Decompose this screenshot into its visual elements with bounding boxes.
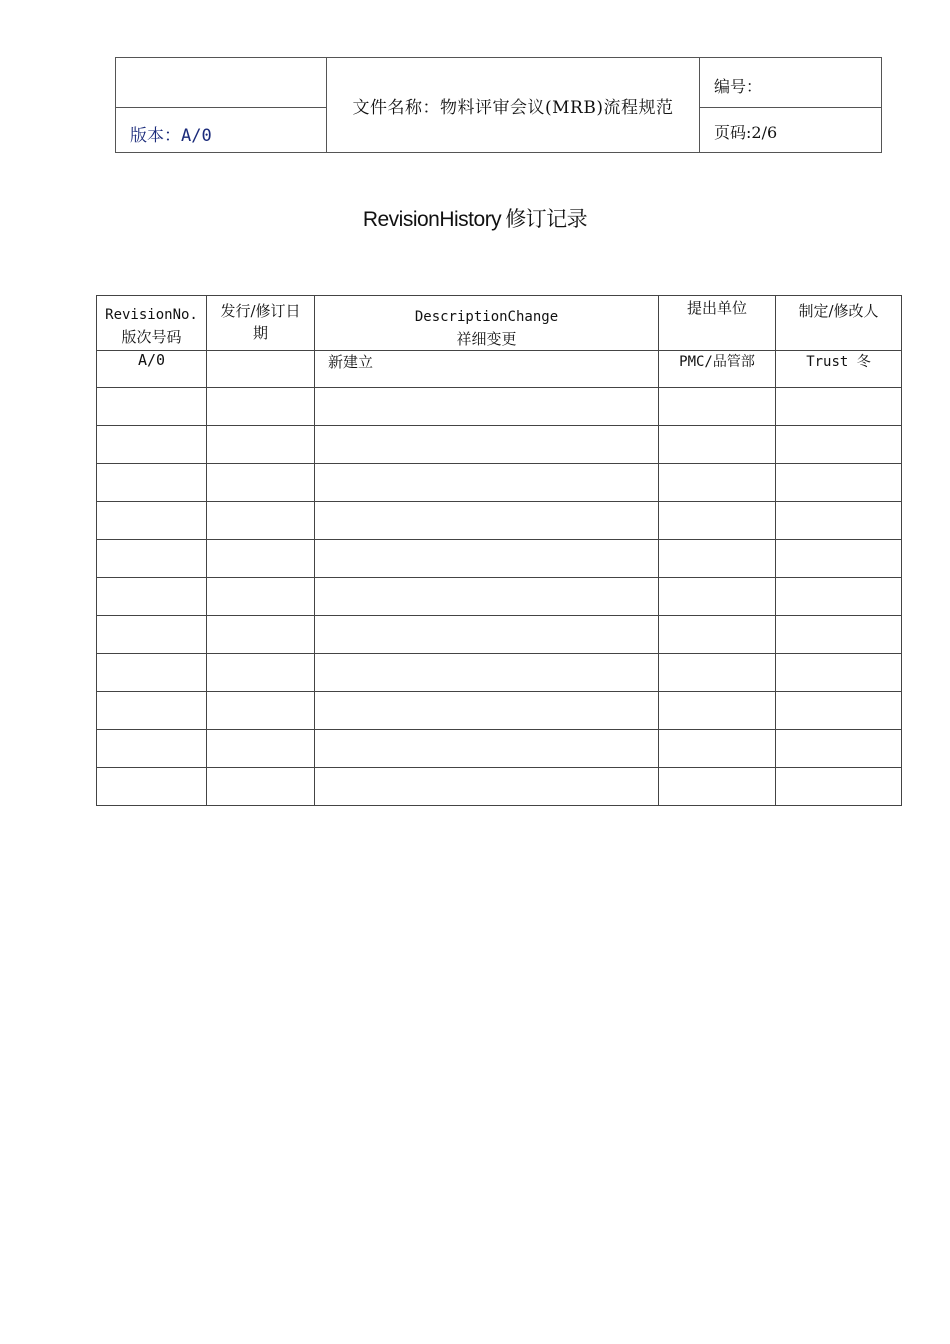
cell-author-text: Trust 冬 (806, 354, 871, 370)
col-header-line1: 发行/修订日 (220, 302, 301, 320)
table-cell (659, 730, 776, 768)
table-row (97, 426, 902, 464)
table-cell (315, 426, 659, 464)
table-cell (97, 578, 207, 616)
table-row (97, 388, 902, 426)
section-title-en: RevisionHistory (362, 208, 502, 231)
table-cell (776, 464, 902, 502)
table-cell (776, 730, 902, 768)
table-cell (776, 540, 902, 578)
col-header-line1: RevisionNo. (105, 307, 198, 323)
table-cell (776, 768, 902, 806)
version-label: 版本：A/0 (130, 126, 212, 146)
table-cell (207, 730, 315, 768)
table-cell (659, 540, 776, 578)
cell-date (207, 351, 315, 388)
table-cell (659, 502, 776, 540)
cell-department-text: PMC/品管部 (679, 354, 755, 370)
table-cell (776, 578, 902, 616)
table-row (97, 730, 902, 768)
table-cell (97, 464, 207, 502)
section-title-zh: 修订记录 (505, 207, 588, 231)
col-header-line2: 版次号码 (121, 328, 182, 346)
table-cell (659, 692, 776, 730)
table-cell (659, 426, 776, 464)
table-cell (315, 388, 659, 426)
table-cell (659, 654, 776, 692)
col-header-line1: 提出单位 (686, 299, 747, 317)
table-row (97, 616, 902, 654)
table-cell (659, 578, 776, 616)
table-row (97, 464, 902, 502)
table-cell (315, 730, 659, 768)
table-cell (97, 540, 207, 578)
revision-history-table (96, 295, 902, 806)
table-cell (207, 426, 315, 464)
table-cell (97, 426, 207, 464)
table-cell (207, 502, 315, 540)
table-cell (659, 768, 776, 806)
table-cell (315, 616, 659, 654)
table-cell (659, 388, 776, 426)
cell-department (659, 351, 776, 388)
table-cell (659, 464, 776, 502)
col-header-department (659, 296, 776, 351)
table-cell (776, 692, 902, 730)
table-row (97, 692, 902, 730)
col-header-line1: 制定/修改人 (798, 302, 879, 320)
table-cell (97, 654, 207, 692)
col-header-date (207, 296, 315, 351)
col-header-line2: 期 (252, 324, 268, 342)
document-header (115, 57, 882, 153)
table-row (97, 540, 902, 578)
table-cell (97, 692, 207, 730)
header-blank-cell (116, 58, 327, 108)
table-cell (97, 388, 207, 426)
cell-description: 新建立 (315, 351, 659, 388)
table-cell (776, 616, 902, 654)
col-header-description (315, 296, 659, 351)
table-cell (776, 654, 902, 692)
table-cell (315, 502, 659, 540)
col-header-line1: DescriptionChange (414, 309, 559, 325)
cell-revision-no: A/0 (97, 351, 207, 388)
table-cell (207, 768, 315, 806)
table-cell (97, 768, 207, 806)
document-title: 文件名称：物料评审会议(MRB)流程规范 (327, 58, 700, 152)
header-version-cell (116, 108, 327, 152)
cell-author (776, 351, 902, 388)
table-header-row (97, 296, 902, 351)
table-cell (97, 730, 207, 768)
table-cell (207, 692, 315, 730)
doc-number-label: 编号： (700, 58, 881, 108)
table-cell (207, 388, 315, 426)
table-cell (207, 464, 315, 502)
table-cell (207, 540, 315, 578)
col-header-revision-no (97, 296, 207, 351)
table-cell (315, 578, 659, 616)
col-header-line2: 祥细变更 (456, 330, 517, 348)
table-cell (97, 616, 207, 654)
table-cell (776, 502, 902, 540)
table-cell (207, 616, 315, 654)
page-number: 页码:2/6 (714, 123, 778, 142)
table-row (97, 578, 902, 616)
table-cell (207, 654, 315, 692)
table-cell (315, 692, 659, 730)
table-cell (315, 654, 659, 692)
table-cell (207, 578, 315, 616)
table-cell (776, 426, 902, 464)
table-row (97, 654, 902, 692)
table-cell (315, 464, 659, 502)
col-header-author (776, 296, 902, 351)
table-cell (776, 388, 902, 426)
table-row (97, 502, 902, 540)
table-cell (315, 540, 659, 578)
section-title (0, 203, 950, 233)
table-cell (659, 616, 776, 654)
table-cell (315, 768, 659, 806)
table-row (97, 768, 902, 806)
table-row (97, 351, 902, 388)
table-cell (97, 502, 207, 540)
